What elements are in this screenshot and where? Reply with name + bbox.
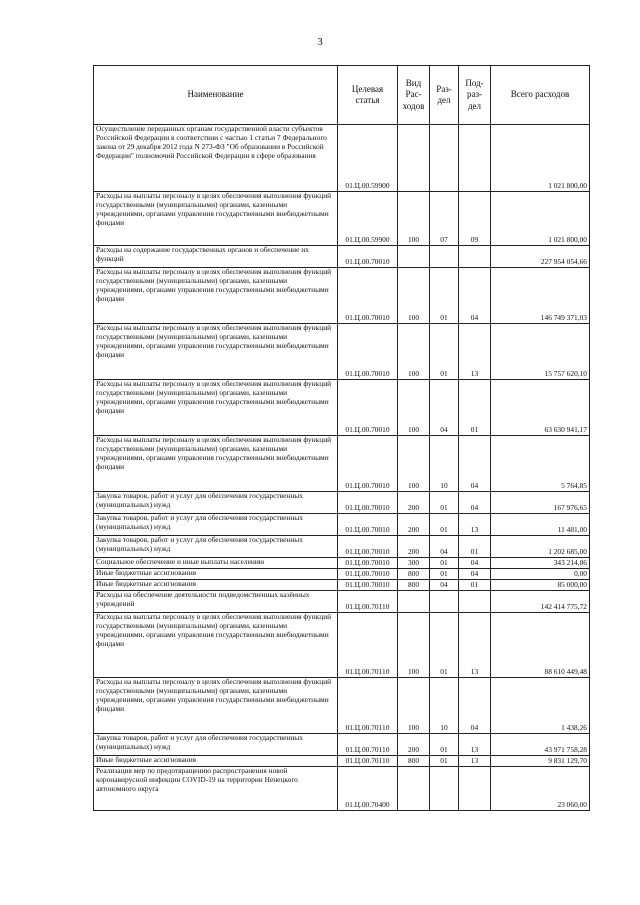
table-row <box>94 380 590 436</box>
row-name: Закупка товаров, работ и услуг для обеспечения государственных (муниципальных) нужд <box>94 514 338 536</box>
table-row <box>94 436 590 492</box>
row-target: 01.Ц.00.70010 <box>338 380 398 436</box>
row-name: Закупка товаров, работ и услуг для обеспечения государственных (муниципальных) нужд <box>94 536 338 558</box>
row-name: Иные бюджетные ассигнования <box>94 569 338 580</box>
table-row <box>94 591 590 613</box>
row-target: 01.Ц.00.70010 <box>338 246 398 268</box>
row-total: 85 000,00 <box>491 580 590 591</box>
row-subsection: 04 <box>459 268 491 324</box>
row-total: 1 021 800,00 <box>491 125 590 192</box>
row-type: 800 <box>398 756 430 767</box>
row-type: 100 <box>398 324 430 380</box>
row-total: 146 749 371,03 <box>491 268 590 324</box>
row-subsection: 13 <box>459 514 491 536</box>
table-row <box>94 324 590 380</box>
row-section <box>430 591 459 613</box>
row-section: 01 <box>430 613 459 678</box>
header-name: Наименование <box>94 66 338 125</box>
table-row <box>94 514 590 536</box>
row-subsection: 04 <box>459 678 491 734</box>
table-row <box>94 734 590 756</box>
row-type: 200 <box>398 492 430 514</box>
row-name: Расходы на выплаты персоналу в целях обеспечения выполнения функций государственными (муниципальными) органами, казенными учреждениями, органами управления государственными внебюджетными фондами <box>94 613 338 678</box>
row-section <box>430 246 459 268</box>
row-subsection: 01 <box>459 536 491 558</box>
table-row <box>94 268 590 324</box>
row-subsection <box>459 125 491 192</box>
row-type <box>398 767 430 811</box>
row-total: 15 757 620,10 <box>491 324 590 380</box>
row-name: Расходы на выплаты персоналу в целях обеспечения выполнения функций государственными (муниципальными) органами, казенными учреждениями, органами управления государственными внебюджетными фондами <box>94 436 338 492</box>
header-subsection: Под-раз-дел <box>459 66 491 125</box>
row-section: 04 <box>430 580 459 591</box>
table-row <box>94 192 590 246</box>
row-name: Расходы на выплаты персоналу в целях обеспечения выполнения функций государственными (муниципальными) органами, казенными учреждениями, органами управления государственными внебюджетными фондами <box>94 268 338 324</box>
row-target: 01.Ц.00.70010 <box>338 558 398 569</box>
row-target: 01.Ц.00.70010 <box>338 492 398 514</box>
row-section <box>430 767 459 811</box>
row-name: Расходы на содержание государственных органов и обеспечение их функций <box>94 246 338 268</box>
row-target: 01.Ц.00.70010 <box>338 569 398 580</box>
row-name: Расходы на выплаты персоналу в целях обеспечения выполнения функций государственными (муниципальными) органами, казенными учреждениями, органами управления государственными внебюджетными фондами <box>94 192 338 246</box>
row-target: 01.Ц.00.70010 <box>338 324 398 380</box>
row-name: Расходы на выплаты персоналу в целях обеспечения выполнения функций государственными (муниципальными) органами, казенными учреждениями, органами управления государственными внебюджетными фондами <box>94 324 338 380</box>
row-type: 100 <box>398 380 430 436</box>
row-section: 01 <box>430 734 459 756</box>
row-target: 01.Ц.00.70010 <box>338 536 398 558</box>
row-section: 04 <box>430 380 459 436</box>
row-type <box>398 125 430 192</box>
row-total: 23 060,00 <box>491 767 590 811</box>
row-type: 800 <box>398 580 430 591</box>
row-total: 1 021 800,00 <box>491 192 590 246</box>
row-total: 1 438,26 <box>491 678 590 734</box>
row-section: 01 <box>430 514 459 536</box>
row-name: Расходы на выплаты персоналу в целях обеспечения выполнения функций государственными (муниципальными) органами, казенными учреждениями, органами управления государственными внебюджетными фондами <box>94 380 338 436</box>
row-name: Реализация мер по предотвращению распространения новой коронавирусной инфекции COVID-19 на территории Ненецкого автономного округа <box>94 767 338 811</box>
table-row <box>94 678 590 734</box>
table-row <box>94 246 590 268</box>
row-target: 01.Ц.00.59900 <box>338 192 398 246</box>
row-section: 01 <box>430 268 459 324</box>
row-total: 0,00 <box>491 569 590 580</box>
row-total: 227 954 054,66 <box>491 246 590 268</box>
row-subsection: 01 <box>459 580 491 591</box>
row-subsection: 04 <box>459 558 491 569</box>
row-type: 100 <box>398 613 430 678</box>
row-subsection: 09 <box>459 192 491 246</box>
row-subsection: 04 <box>459 436 491 492</box>
row-subsection: 04 <box>459 492 491 514</box>
row-target: 01.Ц.00.70110 <box>338 613 398 678</box>
row-target: 01.Ц.00.70110 <box>338 756 398 767</box>
row-section: 10 <box>430 678 459 734</box>
table-row <box>94 767 590 811</box>
page-number: 3 <box>317 36 323 48</box>
row-total: 1 202 685,00 <box>491 536 590 558</box>
row-type: 200 <box>398 536 430 558</box>
row-type: 100 <box>398 268 430 324</box>
row-type: 100 <box>398 436 430 492</box>
row-total: 88 610 449,48 <box>491 613 590 678</box>
row-subsection: 04 <box>459 569 491 580</box>
table-row <box>94 492 590 514</box>
row-section: 01 <box>430 558 459 569</box>
row-section: 04 <box>430 536 459 558</box>
row-target: 01.Ц.00.70110 <box>338 734 398 756</box>
row-target: 01.Ц.00.70010 <box>338 268 398 324</box>
row-subsection <box>459 246 491 268</box>
row-total: 11 481,00 <box>491 514 590 536</box>
row-type: 300 <box>398 558 430 569</box>
table-row <box>94 536 590 558</box>
row-name: Осуществление переданных органам государственной власти субъектов Российской Федерации в соответствии с частью 1 статьи 7 Федерального закона от 29 декабря 2012 года N 273-ФЗ "Об образовании в Российской Федерации" полномочий Российской Федерации в сфере образования <box>94 125 338 192</box>
row-subsection: 13 <box>459 613 491 678</box>
table-row <box>94 613 590 678</box>
row-name: Иные бюджетные ассигнования <box>94 580 338 591</box>
table-header-row <box>94 66 590 125</box>
row-subsection <box>459 767 491 811</box>
budget-table <box>93 65 590 811</box>
row-total: 5 764,85 <box>491 436 590 492</box>
row-subsection: 01 <box>459 380 491 436</box>
table-row <box>94 580 590 591</box>
row-section: 01 <box>430 492 459 514</box>
row-name: Социальное обеспечение и иные выплаты населению <box>94 558 338 569</box>
row-type: 100 <box>398 192 430 246</box>
row-name: Расходы на обеспечение деятельности подведомственных казённых учреждений <box>94 591 338 613</box>
row-total: 167 976,65 <box>491 492 590 514</box>
row-total: 9 831 129,70 <box>491 756 590 767</box>
row-name: Закупка товаров, работ и услуг для обеспечения государственных (муниципальных) нужд <box>94 492 338 514</box>
table-row <box>94 558 590 569</box>
row-type: 100 <box>398 678 430 734</box>
row-target: 01.Ц.00.70400 <box>338 767 398 811</box>
header-section: Раз-дел <box>430 66 459 125</box>
row-section <box>430 125 459 192</box>
row-section: 01 <box>430 756 459 767</box>
row-section: 10 <box>430 436 459 492</box>
header-total: Всего расходов <box>491 66 590 125</box>
header-target: Целевая статья <box>338 66 398 125</box>
row-target: 01.Ц.00.70110 <box>338 678 398 734</box>
table-row <box>94 125 590 192</box>
row-name: Иные бюджетные ассигнования <box>94 756 338 767</box>
row-subsection: 13 <box>459 756 491 767</box>
row-subsection: 13 <box>459 324 491 380</box>
header-type: Вид Рас-ходов <box>398 66 430 125</box>
row-type <box>398 591 430 613</box>
row-section: 01 <box>430 569 459 580</box>
row-type: 200 <box>398 514 430 536</box>
row-subsection <box>459 591 491 613</box>
row-target: 01.Ц.00.70010 <box>338 580 398 591</box>
row-type: 200 <box>398 734 430 756</box>
row-total: 63 630 941,17 <box>491 380 590 436</box>
row-type <box>398 246 430 268</box>
row-section: 01 <box>430 324 459 380</box>
row-target: 01.Ц.00.70010 <box>338 514 398 536</box>
table-row <box>94 756 590 767</box>
row-total: 142 414 775,72 <box>491 591 590 613</box>
row-total: 343 214,86 <box>491 558 590 569</box>
row-target: 01.Ц.00.59900 <box>338 125 398 192</box>
row-section: 07 <box>430 192 459 246</box>
row-name: Закупка товаров, работ и услуг для обеспечения государственных (муниципальных) нужд <box>94 734 338 756</box>
table-row <box>94 569 590 580</box>
row-target: 01.Ц.00.70110 <box>338 591 398 613</box>
row-subsection: 13 <box>459 734 491 756</box>
row-name: Расходы на выплаты персоналу в целях обеспечения выполнения функций государственными (муниципальными) органами, казенными учреждениями, органами управления государственными внебюджетными фондами <box>94 678 338 734</box>
row-target: 01.Ц.00.70010 <box>338 436 398 492</box>
row-type: 800 <box>398 569 430 580</box>
row-total: 43 971 758,28 <box>491 734 590 756</box>
